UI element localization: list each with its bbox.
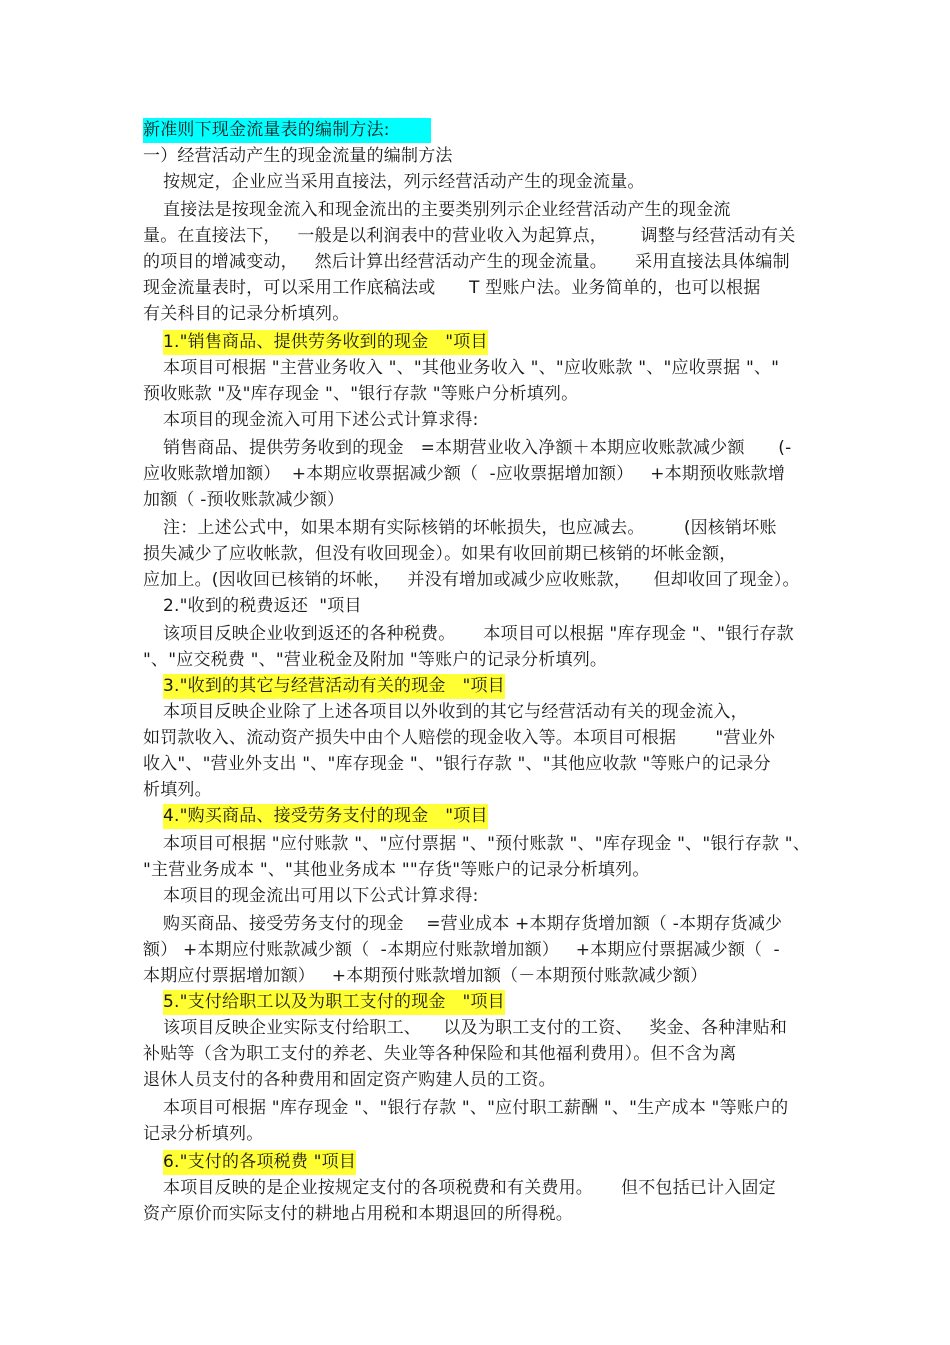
paragraph-line: 本项目可根据 "主营业务收入 "、"其他业务收入 "、"应收账款 "、"应收票据 "、" <box>163 358 780 378</box>
document-title: 新准则下现金流量表的编制方法: <box>143 118 431 143</box>
paragraph-line: 本项目的现金流入可用下述公式计算求得: <box>163 410 479 430</box>
paragraph-line: 有关科目的记录分析填列。 <box>143 304 350 324</box>
paragraph-line: 本项目可根据 "应付账款 "、"应付票据 "、"预付账款 "、"库存现金 "、"银行存款 "、 <box>163 834 811 854</box>
paragraph-line: 退休人员支付的各种费用和固定资产购建人员的工资。 <box>143 1070 556 1090</box>
item-heading-1: 1."销售商品、提供劳务收到的现金 "项目 <box>163 330 488 355</box>
paragraph-line: 本项目的现金流出可用以下公式计算求得: <box>163 886 479 906</box>
paragraph-line: 本项目反映的是企业按规定支付的各项税费和有关费用。 但不包括已计入固定 <box>163 1178 776 1198</box>
formula-line: 额） +本期应付账款减少额（ -本期应付账款增加额） +本期应付票据减少额（ - <box>143 940 780 960</box>
paragraph-line: 该项目反映企业实际支付给职工、 以及为职工支付的工资、 奖金、各种津贴和 <box>163 1018 788 1038</box>
formula-line: 本期应付票据增加额） +本期预付账款增加额（－本期预付账款减少额） <box>143 966 708 986</box>
paragraph-line: 的项目的增减变动， 然后计算出经营活动产生的现金流量。 采用直接法具体编制 <box>143 252 790 272</box>
note-line: 损失减少了应收帐款，但没有收回现金）。如果有收回前期已核销的坏帐金额， <box>143 544 737 564</box>
paragraph-line: 本项目反映企业除了上述各项目以外收到的其它与经营活动有关的现金流入， <box>163 702 748 722</box>
note-line: 应加上。(因收回已核销的坏帐， 并没有增加或减少应收账款， 但却收回了现金）。 <box>143 570 800 590</box>
paragraph-line: 如罚款收入、流动资产损失中由个人赔偿的现金收入等。本项目可根据 "营业外 <box>143 728 776 748</box>
item-heading-4: 4."购买商品、接受劳务支付的现金 "项目 <box>163 804 488 829</box>
paragraph-line: 预收账款 "及"库存现金 "、"银行存款 "等账户分析填列。 <box>143 384 579 404</box>
formula-line: 购买商品、接受劳务支付的现金 =营业成本 +本期存货增加额（ -本期存货减少 <box>163 914 783 934</box>
paragraph-line: 记录分析填列。 <box>143 1124 264 1144</box>
paragraph-line: 资产原价而实际支付的耕地占用税和本期退回的所得税。 <box>143 1204 573 1224</box>
paragraph-line: 直接法是按现金流入和现金流出的主要类别列示企业经营活动产生的现金流 <box>163 200 731 220</box>
formula-line: 加额（ -预收账款减少额） <box>143 490 345 510</box>
item-heading-2: 2."收到的税费返还 "项目 <box>163 596 362 616</box>
formula-line: 应收账款增加额） +本期应收票据减少额（ -应收票据增加额） +本期预收账款增 <box>143 464 786 484</box>
paragraph-line: 收入"、"营业外支出 "、"库存现金 "、"银行存款 "、"其他应收款 "等账户的记录分 <box>143 754 771 774</box>
paragraph-line: 按规定，企业应当采用直接法，列示经营活动产生的现金流量。 <box>163 172 645 192</box>
paragraph-line: 析填列。 <box>143 780 212 800</box>
section-heading: 一）经营活动产生的现金流量的编制方法 <box>143 146 453 166</box>
paragraph-line: 该项目反映企业收到返还的各种税费。 本项目可以根据 "库存现金 "、"银行存款 <box>163 624 794 644</box>
paragraph-line: 本项目可根据 "库存现金 "、"银行存款 "、"应付职工薪酬 "、"生产成本 "等账户的 <box>163 1098 789 1118</box>
item-heading-5: 5."支付给职工以及为职工支付的现金 "项目 <box>163 990 505 1015</box>
item-heading-3: 3."收到的其它与经营活动有关的现金 "项目 <box>163 674 505 699</box>
paragraph-line: "主营业务成本 "、"其他业务成本 ""存货"等账户的记录分析填列。 <box>143 860 650 880</box>
paragraph-line: 现金流量表时，可以采用工作底稿法或 T 型账户法。业务简单的，也可以根据 <box>143 278 761 298</box>
formula-line: 销售商品、提供劳务收到的现金 =本期营业收入净额＋本期应收账款减少额 (- <box>163 438 792 458</box>
item-heading-6: 6."支付的各项税费 "项目 <box>163 1150 356 1175</box>
paragraph-line: "、"应交税费 "、"营业税金及附加 "等账户的记录分析填列。 <box>143 650 608 670</box>
paragraph-line: 量。在直接法下， 一般是以利润表中的营业收入为起算点， 调整与经营活动有关 <box>143 226 796 246</box>
note-line: 注：上述公式中，如果本期有实际核销的坏帐损失，也应减去。 (因核销坏账 <box>163 518 777 538</box>
paragraph-line: 补贴等（含为职工支付的养老、失业等各种保险和其他福利费用）。但不含为离 <box>143 1044 737 1064</box>
